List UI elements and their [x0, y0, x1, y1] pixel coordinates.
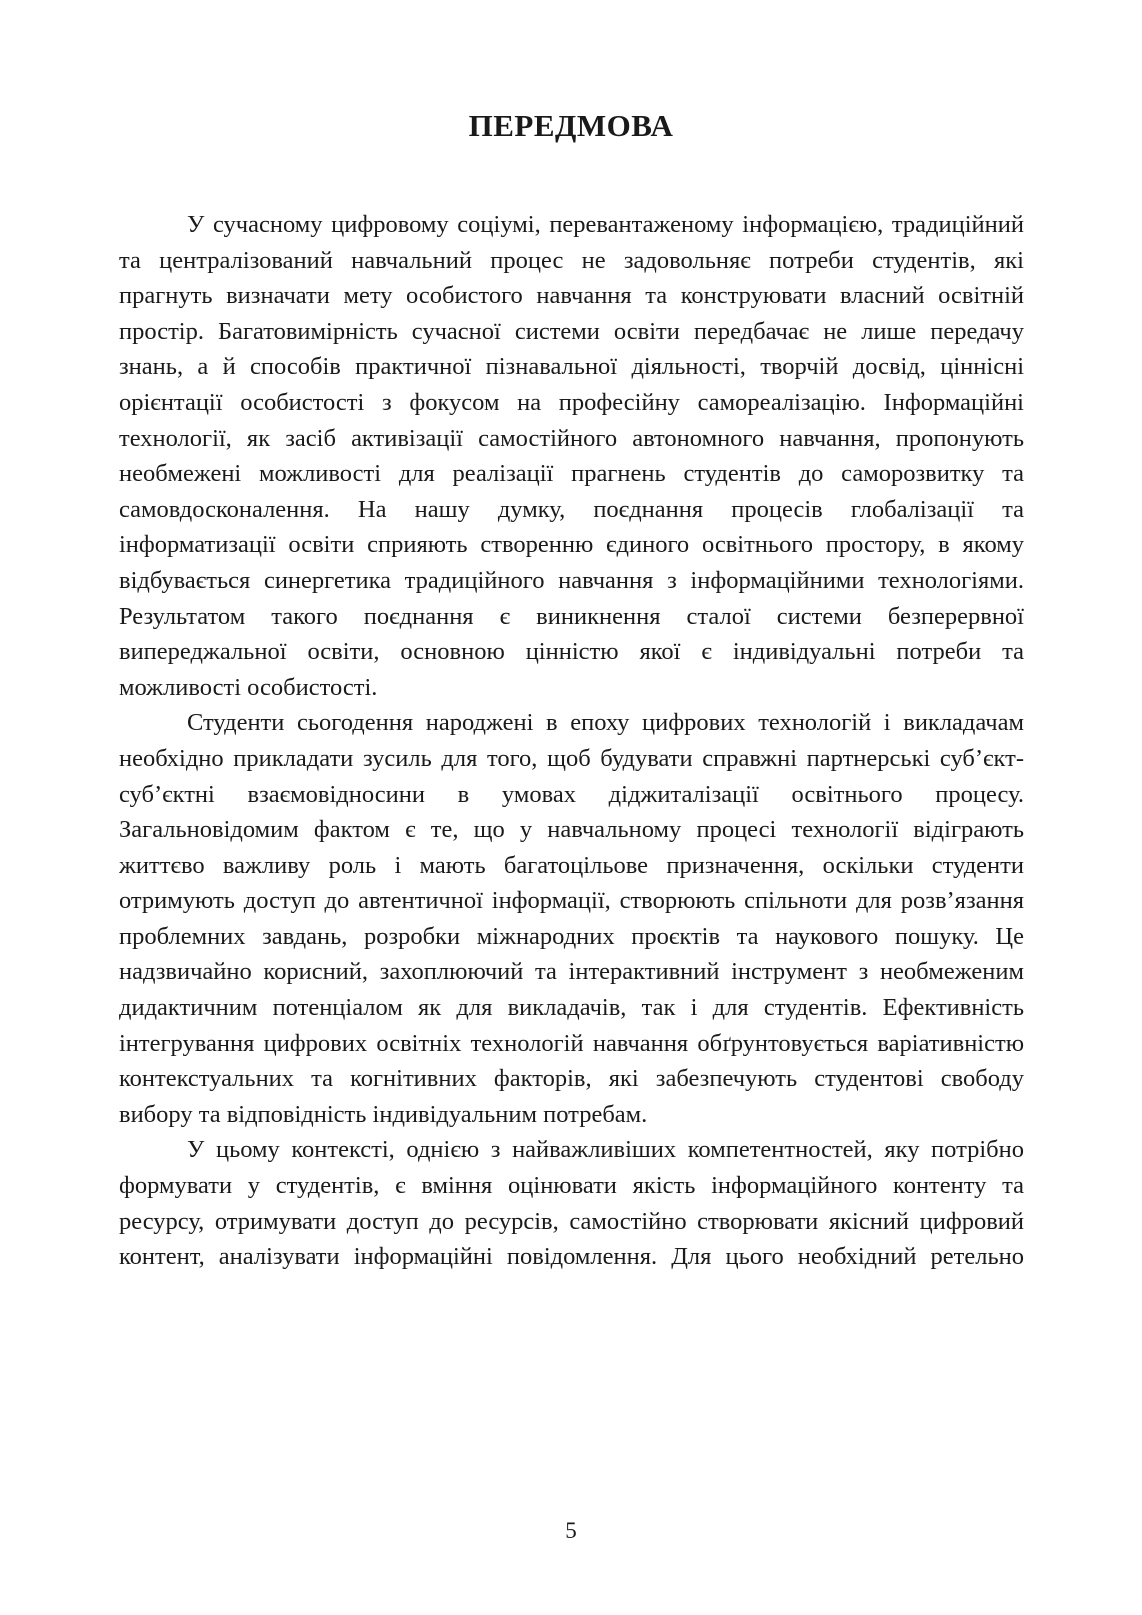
page-number: 5	[565, 1518, 577, 1543]
paragraph-2: Студенти сьогодення народжені в епоху цифрових технологій і викладачам необхідно прикладати зусиль для того, щоб будувати справжні партнерські суб’єкт-суб’єктні взаємовідносини в умовах діджиталізації освітнього процесу. Загальновідомим фактом є те, що у навчальному процесі технології відіграють життєво важливу роль і мають багатоцільове призначення, оскільки студенти отримують доступ до автентичної інформації, створюють спільноти для розв’язання проблемних завдань, розробки міжнародних проєктів та наукового пошуку. Це надзвичайно корисний, захоплюючий та інтерактивний інструмент з необмеженим дидактичним потенціалом як для викладачів, так і для студентів. Ефективність інтегрування цифрових освітніх технологій навчання обґрунтовується варіативністю контекстуальних та когнітивних факторів, які забезпечують студентові свободу вибору та відповідність індивідуальним потребам.	[119, 709, 1024, 1128]
paragraph-1: У сучасному цифровому соціумі, перевантаженому інформацією, традиційний та централізований навчальний процес не задовольняє потреби студентів, які прагнуть визначати мету особистого навчання та конструювати власний освітній простір. Багатовимірність сучасної системи освіти передбачає не лише передачу знань, а й способів практичної пізнавальної діяльності, творчій досвід, ціннісні орієнтації особистості з фокусом на професійну самореалізацію. Інформаційні технології, як засіб активізації самостійного автономного навчання, пропонують необмежені можливості для реалізації прагнень студентів до саморозвитку та самовдосконалення. На нашу думку, поєднання процесів глобалізації та інформатизації освіти сприяють створенню єдиного освітнього простору, в якому відбувається синергетика традиційного навчання з інформаційними технологіями. Результатом такого поєднання є виникнення сталої системи безперервної випереджальної освіти, основною цінністю якої є індивідуальні потреби та можливості особистості.	[119, 211, 1024, 701]
page-title: ПЕРЕДМОВА	[468, 108, 674, 143]
body-text	[119, 207, 1024, 1275]
paragraph-3: У цьому контексті, однією з найважливіших компетентностей, яку потрібно формувати у студентів, є вміння оцінювати якість інформаційного контенту та ресурсу, отримувати доступ до ресурсів, самостійно створювати якісний цифровий контент, аналізувати інформаційні повідомлення. Для цього необхідний ретельно	[119, 1136, 1024, 1271]
